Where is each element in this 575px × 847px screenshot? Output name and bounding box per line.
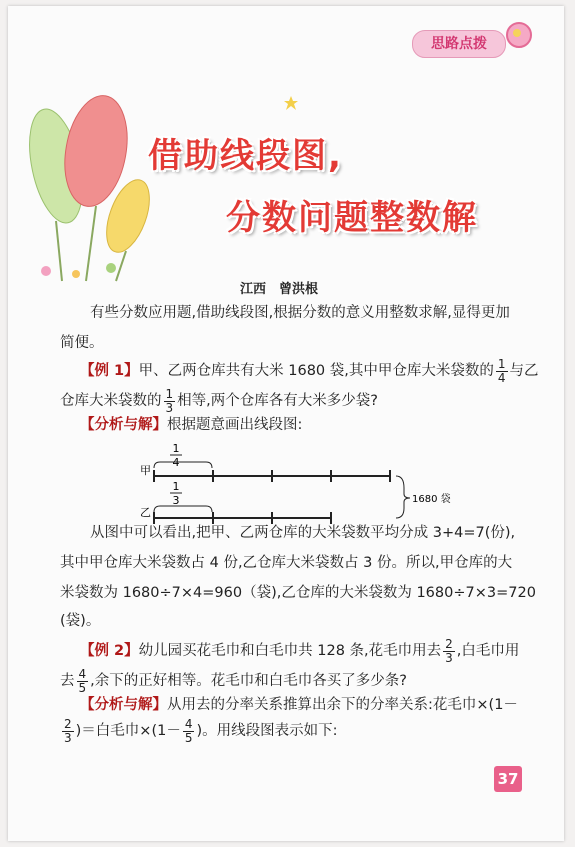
example1-line1 [80,356,539,387]
yi-brace [154,506,212,512]
fraction: $\frac{4}{5}$ [78,666,87,695]
jia-frac-num: 1 [172,442,180,455]
solution1-line3: 米袋数为 1680÷7×4=960（袋),乙仓库的大米袋数为 1680÷7×3=720 [60,585,536,601]
analysis2-text2-end: )。用线段图表示如下: [196,723,338,739]
example1-text-end: 与乙 [509,363,539,379]
leaves-illustration [16,96,156,286]
flower-icon [506,22,532,48]
example2-text2-end: ,余下的正好相等。花毛巾和白毛巾各买了多少条? [90,673,407,689]
fraction: $\frac{2}{3}$ [445,636,453,665]
solution1-line4: (袋)。 [60,613,101,629]
example1-label: 【例 1】 [80,363,139,379]
intro-line1: 有些分数应用题,借助线段图,根据分数的意义用整数求解,显得更加 [90,305,510,321]
example2-line1 [80,636,519,667]
total-brace [396,476,410,518]
total-label: 1680 袋 [412,494,451,505]
star-icon [284,96,298,110]
fraction: $\frac{2}{3}$ [64,716,72,745]
example2-text-end: ,白毛巾用 [456,643,520,659]
example1-text2: 仓库大米袋数的 [60,393,162,409]
title-line2: 分数问题整数解 [226,198,478,238]
example2-text: 幼儿园买花毛巾和白毛巾共 128 条,花毛巾用去 [138,643,442,659]
example2-label: 【例 2】 [80,643,139,659]
analysis2-text: 从用去的分率关系推算出余下的分率关系:花毛巾×(1－ [167,697,518,713]
jia-brace [154,462,212,468]
example2-text2: 去 [60,673,75,689]
author: 江西 曾洪根 [240,282,319,297]
yi-frac-num: 1 [172,480,180,493]
fraction: $\frac{1}{3}$ [165,386,174,415]
analysis2-text2: )＝白毛巾×(1－ [75,723,181,739]
analysis2-line2 [60,716,338,747]
yi-label: 乙 [140,506,151,519]
jia-frac-den: 4 [172,456,180,469]
title-line1: 借助线段图, [148,136,343,176]
page-number: 37 [494,766,522,792]
analysis1-text: 根据题意画出线段图: [167,417,303,433]
jia-label: 甲 [140,464,151,477]
tag-label: 思路点拨 [431,36,487,52]
solution1-line2: 其中甲仓库大米袋数占 4 份,乙仓库大米袋数占 3 份。所以,甲仓库的大 [60,555,513,571]
intro-line2: 简便。 [60,335,104,351]
fraction: $\frac{1}{4}$ [497,356,506,385]
solution1-line1: 从图中可以看出,把甲、乙两仓库的大米袋数平均分成 3+4=7(份), [90,525,516,541]
analysis1-line [80,410,302,441]
fraction: $\frac{4}{5}$ [184,716,193,745]
example1-text: 甲、乙两仓库共有大米 1680 袋,其中甲仓库大米袋数的 [138,363,494,379]
analysis2-label: 【分析与解】 [80,697,167,713]
example1-text2-end: 相等,两个仓库各有大米多少袋? [177,393,378,409]
section-tag [412,30,506,58]
yi-frac-den: 3 [172,494,180,507]
analysis1-label: 【分析与解】 [80,417,167,433]
segment-diagram [140,438,451,530]
